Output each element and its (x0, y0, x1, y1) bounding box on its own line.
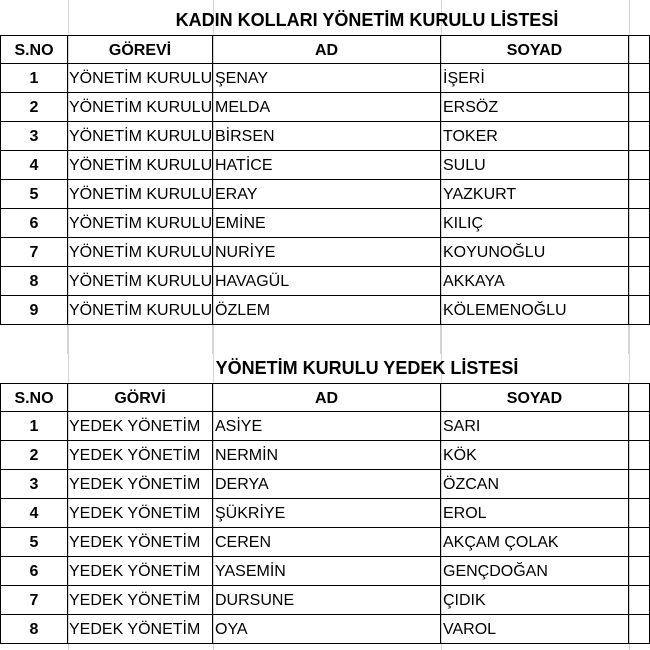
header-role[interactable]: GÖREVİ (68, 35, 213, 64)
last-name-cell[interactable]: GENÇDOĞAN (441, 557, 629, 586)
section2-title: YÖNETİM KURULU YEDEK LİSTESİ (215, 358, 519, 378)
last-name-cell[interactable]: ÖZCAN (441, 470, 629, 499)
table-row (0, 528, 650, 557)
header-last-name[interactable]: SOYAD (441, 383, 629, 412)
role-cell[interactable]: YÖNETİM KURULU (68, 64, 213, 93)
last-name-cell[interactable]: İŞERİ (441, 64, 629, 93)
row-number[interactable]: 6 (0, 557, 68, 586)
empty-cell[interactable] (441, 325, 629, 354)
empty-cell[interactable] (629, 151, 650, 180)
row-number[interactable]: 8 (0, 615, 68, 644)
header-last-name[interactable]: SOYAD (441, 35, 629, 64)
table-row (0, 238, 650, 267)
table-row (0, 615, 650, 644)
empty-cell[interactable] (629, 441, 650, 470)
table-row (0, 122, 650, 151)
table-row (0, 586, 650, 615)
table-row (0, 470, 650, 499)
empty-cell[interactable] (629, 470, 650, 499)
empty-cell[interactable] (629, 64, 650, 93)
header-role[interactable]: GÖRVİ (68, 383, 213, 412)
row-number[interactable]: 2 (0, 93, 68, 122)
role-cell[interactable]: YEDEK YÖNETİM (68, 615, 213, 644)
empty-cell[interactable] (629, 412, 650, 441)
empty-cell[interactable] (629, 586, 650, 615)
last-name-cell[interactable]: ERSÖZ (441, 93, 629, 122)
empty-cell[interactable] (629, 238, 650, 267)
first-name-cell[interactable]: DERYA (213, 470, 441, 499)
table-row (0, 151, 650, 180)
table-row (0, 499, 650, 528)
first-name-cell[interactable]: DURSUNE (213, 586, 441, 615)
last-name-cell[interactable]: KÖLEMENOĞLU (441, 296, 629, 325)
first-name-cell[interactable]: YASEMİN (213, 557, 441, 586)
section1-header-row (0, 35, 650, 64)
row-number[interactable]: 6 (0, 209, 68, 238)
header-first-name[interactable]: AD (213, 35, 441, 64)
empty-cell[interactable] (629, 267, 650, 296)
role-cell[interactable]: YÖNETİM KURULU (68, 296, 213, 325)
row-number[interactable]: 9 (0, 296, 68, 325)
row-number[interactable]: 4 (0, 499, 68, 528)
role-cell[interactable]: YEDEK YÖNETİM (68, 528, 213, 557)
role-cell[interactable]: YÖNETİM KURULU (68, 267, 213, 296)
first-name-cell[interactable]: ŞENAY (213, 64, 441, 93)
role-cell[interactable]: YÖNETİM KURULU (68, 180, 213, 209)
row-number[interactable]: 7 (0, 586, 68, 615)
last-name-cell[interactable]: KILIÇ (441, 209, 629, 238)
empty-cell[interactable] (629, 209, 650, 238)
role-cell[interactable]: YEDEK YÖNETİM (68, 470, 213, 499)
row-number[interactable]: 8 (0, 267, 68, 296)
table-row (0, 441, 650, 470)
last-name-cell[interactable]: KÖK (441, 441, 629, 470)
row-number[interactable]: 1 (0, 412, 68, 441)
empty-cell[interactable] (68, 325, 213, 354)
last-name-cell[interactable]: AKKAYA (441, 267, 629, 296)
empty-cell[interactable] (629, 122, 650, 151)
empty-cell[interactable] (629, 35, 650, 64)
empty-cell[interactable] (629, 499, 650, 528)
role-cell[interactable]: YEDEK YÖNETİM (68, 412, 213, 441)
role-cell[interactable]: YÖNETİM KURULU (68, 238, 213, 267)
table-row (0, 180, 650, 209)
row-number[interactable]: 1 (0, 64, 68, 93)
role-cell[interactable]: YEDEK YÖNETİM (68, 557, 213, 586)
first-name-cell[interactable]: HATİCE (213, 151, 441, 180)
row-number[interactable]: 5 (0, 528, 68, 557)
last-name-cell[interactable]: SARI (441, 412, 629, 441)
table-row (0, 64, 650, 93)
section1-title: KADIN KOLLARI YÖNETİM KURULU LİSTESİ (175, 10, 559, 30)
role-cell[interactable]: YEDEK YÖNETİM (68, 586, 213, 615)
first-name-cell[interactable]: ÖZLEM (213, 296, 441, 325)
role-cell[interactable]: YÖNETİM KURULU (68, 151, 213, 180)
first-name-cell[interactable]: CEREN (213, 528, 441, 557)
last-name-cell[interactable]: AKÇAM ÇOLAK (441, 528, 629, 557)
empty-cell[interactable] (0, 325, 68, 354)
first-name-cell[interactable]: NURİYE (213, 238, 441, 267)
section2-header-row (0, 383, 650, 412)
empty-cell[interactable] (629, 296, 650, 325)
table-row (0, 557, 650, 586)
row-number[interactable]: 3 (0, 470, 68, 499)
first-name-cell[interactable]: NERMİN (213, 441, 441, 470)
row-number[interactable]: 7 (0, 238, 68, 267)
role-cell[interactable]: YÖNETİM KURULU (68, 122, 213, 151)
row-number[interactable]: 2 (0, 441, 68, 470)
table-row (0, 267, 650, 296)
empty-cell[interactable] (629, 383, 650, 412)
row-number[interactable]: 5 (0, 180, 68, 209)
last-name-cell[interactable]: SULU (441, 151, 629, 180)
first-name-cell[interactable]: BİRSEN (213, 122, 441, 151)
role-cell[interactable]: YÖNETİM KURULU (68, 93, 213, 122)
last-name-cell[interactable]: YAZKURT (441, 180, 629, 209)
empty-cell[interactable] (629, 180, 650, 209)
row-number[interactable]: 4 (0, 151, 68, 180)
first-name-cell[interactable]: ASİYE (213, 412, 441, 441)
first-name-cell[interactable]: MELDA (213, 93, 441, 122)
table-row (0, 296, 650, 325)
last-name-cell[interactable]: TOKER (441, 122, 629, 151)
empty-cell[interactable] (629, 557, 650, 586)
table-row (0, 412, 650, 441)
header-sno[interactable]: S.NO (0, 35, 68, 64)
first-name-cell[interactable]: ŞÜKRİYE (213, 499, 441, 528)
first-name-cell[interactable]: EMİNE (213, 209, 441, 238)
header-sno[interactable]: S.NO (0, 383, 68, 412)
role-cell[interactable]: YÖNETİM KURULU (68, 209, 213, 238)
empty-cell[interactable] (629, 615, 650, 644)
first-name-cell[interactable]: HAVAGÜL (213, 267, 441, 296)
table-row (0, 209, 650, 238)
role-cell[interactable]: YEDEK YÖNETİM (68, 499, 213, 528)
last-name-cell[interactable]: VAROL (441, 615, 629, 644)
first-name-cell[interactable]: OYA (213, 615, 441, 644)
role-cell[interactable]: YEDEK YÖNETİM (68, 441, 213, 470)
empty-cell[interactable] (213, 325, 441, 354)
last-name-cell[interactable]: ÇIDIK (441, 586, 629, 615)
last-name-cell[interactable]: EROL (441, 499, 629, 528)
header-first-name[interactable]: AD (213, 383, 441, 412)
empty-cell[interactable] (629, 528, 650, 557)
blank-row (0, 325, 650, 354)
row-number[interactable]: 3 (0, 122, 68, 151)
empty-cell[interactable] (629, 93, 650, 122)
first-name-cell[interactable]: ERAY (213, 180, 441, 209)
last-name-cell[interactable]: KOYUNOĞLU (441, 238, 629, 267)
table-row (0, 93, 650, 122)
